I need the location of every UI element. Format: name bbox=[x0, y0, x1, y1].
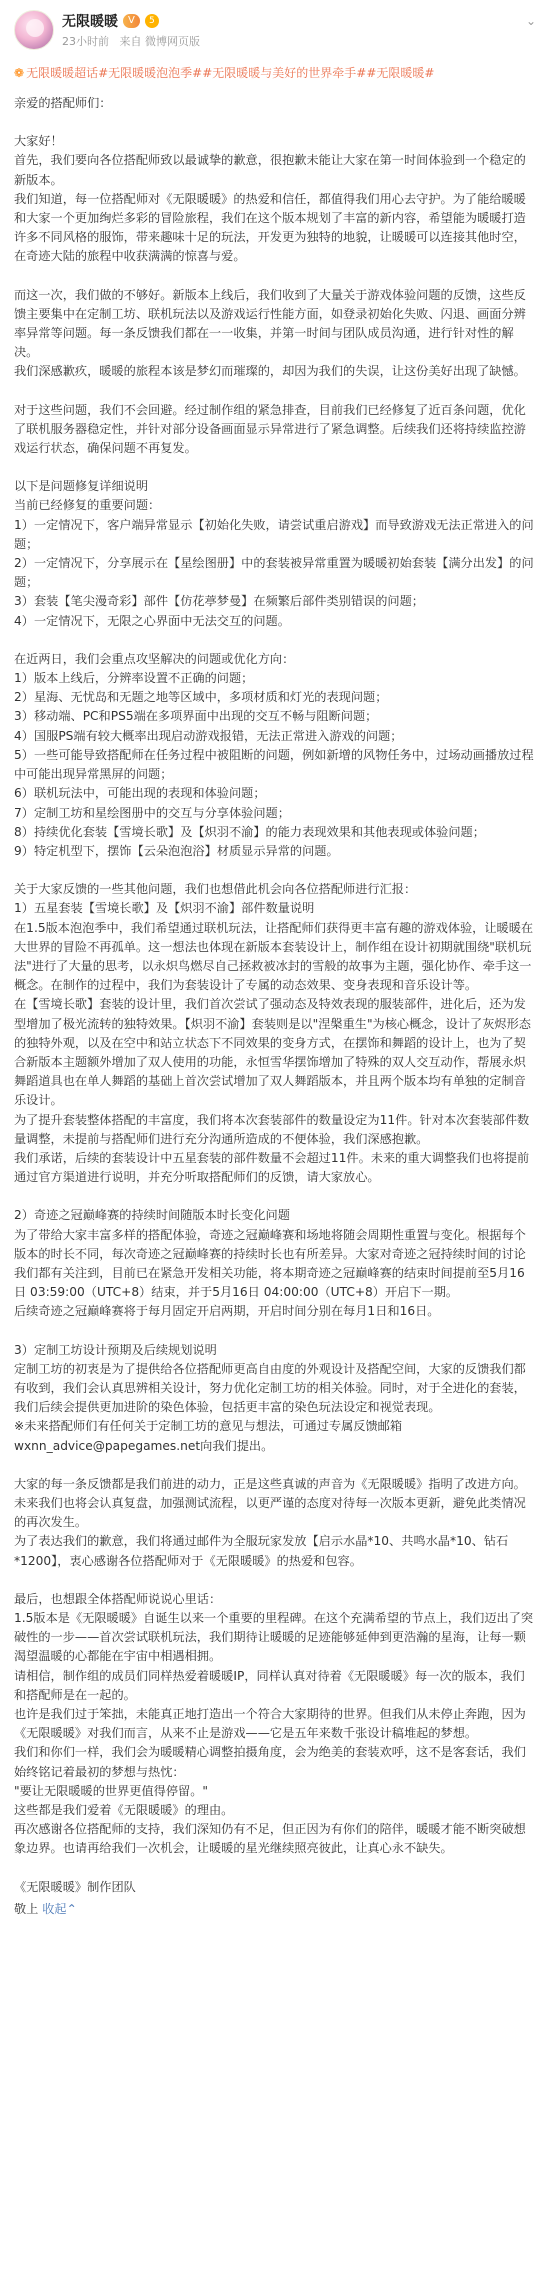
paragraph-gap bbox=[14, 1456, 536, 1475]
paragraph: 6）联机玩法中，可能出现的表现和体验问题； bbox=[14, 786, 266, 801]
paragraph: 再次感谢各位搭配师的支持，我们深知仍有不足，但正因为有你们的陪伴，暖暖才能不断突破想象边界。也请再给我们一次机会，让暖暖的星光继续照亮彼此，让真心永不缺失。 bbox=[14, 1822, 526, 1856]
paragraph: 以下是问题修复详细说明 bbox=[14, 479, 149, 494]
closing-text: 敬上 bbox=[14, 1901, 39, 1916]
supertopic-icon: ❁ bbox=[14, 66, 25, 80]
paragraph: ※未来搭配师们有任何关于定制工坊的意见与想法，可通过专属反馈邮箱wxnn_advice@papegames.net向我们提出。 bbox=[14, 1419, 403, 1453]
paragraph: 3）定制工坊设计预期及后续规划说明 bbox=[14, 1342, 217, 1357]
paragraph: 我们承诺，后续的套装设计中五星套装的部件数量不会超过11件。未来的重大调整我们也将提前通过官方渠道进行说明，并充分听取搭配师们的反馈，请大家放心。 bbox=[14, 1150, 530, 1185]
level-badge-icon: 5 bbox=[145, 14, 159, 28]
topic-tag[interactable]: #无限暖暖泡泡季# bbox=[98, 66, 203, 80]
paragraph: 7）定制工坊和星绘图册中的交互与分享体验问题； bbox=[14, 805, 290, 820]
topic-tag[interactable]: #无限暖暖与美好的世界牵手# bbox=[202, 66, 367, 80]
user-info bbox=[62, 11, 159, 31]
paragraph-gap bbox=[14, 1322, 536, 1341]
username[interactable]: 无限暖暖 bbox=[62, 14, 118, 30]
paragraph: 2）一定情况下，分享展示在【星绘图册】中的套装被异常重置为暖暖初始套装【满分出发】的问题； bbox=[14, 556, 534, 590]
paragraph-gap bbox=[14, 267, 536, 286]
paragraph: 为了表达我们的歉意，我们将通过邮件为全服玩家发放【启示水晶*10、共鸣水晶*10、钻石*1200】，衷心感谢各位搭配师对于《无限暖暖》的热爱和包容。 bbox=[14, 1534, 509, 1568]
paragraph: 请相信，制作组的成员们同样热爱着暖暖IP，同样认真对待着《无限暖暖》每一次的版本，我们和搭配师是在一起的。 bbox=[14, 1668, 525, 1702]
avatar[interactable] bbox=[14, 10, 54, 50]
paragraph: 我们和你们一样，我们会为暖暖精心调整拍摄角度，会为绝美的套装欢呼，这不是客套话，我们始终铭记着最初的梦想与热忱： bbox=[14, 1745, 526, 1779]
paragraph: 也许是我们过于笨拙，未能真正地打造出一个符合大家期待的世界。但我们从未停止奔跑，因为《无限暖暖》对我们而言，从来不止是游戏——它是五年来数千张设计稿堆起的梦想。 bbox=[14, 1707, 526, 1741]
paragraph: 5）一些可能导致搭配师在任务过程中被阻断的问题，例如新增的风物任务中，过场动画播放过程中可能出现异常黑屏的问题； bbox=[14, 747, 534, 782]
paragraph-gap bbox=[14, 113, 536, 132]
paragraph: 8）持续优化套装【雪境长歌】及【炽羽不渝】的能力表现效果和其他表现或体验问题； bbox=[14, 824, 485, 839]
paragraph: 关于大家反馈的一些其他问题，我们也想借此机会向各位搭配师进行汇报： bbox=[14, 882, 417, 897]
paragraph: 亲爱的搭配师们： bbox=[14, 96, 112, 110]
paragraph: 为了带给大家丰富多样的搭配体验，奇迹之冠巅峰赛和场地将随会周期性重置与变化。根据每个版本的时长不同，每次奇迹之冠巅峰赛的持续时长也有所差异。大家对奇迹之冠持续时间的讨论我们都有关注到，目前已在紧急开发相关功能，将本期奇迹之冠巅峰赛的结束时间提前至5月16日 03:59:00（UTC+8）结束，并于5月16日 04:00:00（UTC+8）开启下一期。 bbox=[14, 1227, 526, 1300]
paragraph-gap bbox=[14, 631, 536, 650]
paragraph: 而这一次，我们做的不够好。新版本上线后，我们收到了大量关于游戏体验问题的反馈，这些反馈主要集中在定制工坊、联机玩法以及游戏运行性能方面，如登录初始化失败、闪退、画面分辨率异常等问题。每一条反馈我们都在一一收集，并第一时间与团队成员沟通，进行针对性的解决。 bbox=[14, 287, 526, 360]
paragraph: 大家好！ bbox=[14, 134, 63, 149]
post-time[interactable]: 23小时前 bbox=[62, 35, 109, 48]
paragraph: 这些都是我们爱着《无限暖暖》的理由。 bbox=[14, 1803, 234, 1818]
paragraph: 3）移动端、PC和PS5端在多项界面中出现的交互不畅与阻断问题； bbox=[14, 709, 378, 724]
post-header bbox=[0, 0, 550, 60]
paragraph: "要让无限暖暖的世界更值得停留。" bbox=[14, 1783, 209, 1798]
paragraph: 4）一定情况下，无限之心界面中无法交互的问题。 bbox=[14, 613, 290, 628]
paragraph: 在【雪境长歌】套装的设计里，我们首次尝试了强动态及特效表现的服装部件，进化后，还为发型增加了极光流转的独特效果。【炽羽不渝】套装则是以"涅槃重生"为核心概念，设计了灰烬形态的独特外观，以及在空中和站立状态下不同效果的变身方式，在摆饰和舞蹈的设计上，也为了契合新版本主题额外增加了双人使用的功能，永恒雪华摆饰增加了特殊的双人交互动作，帮展永炽舞蹈道具也在单人舞蹈的基础上首次尝试增加了双人舞蹈版本，并且两个版本均有单独的定制音乐设计。 bbox=[14, 997, 531, 1108]
paragraph: 在近两日，我们会重点攻坚解决的问题或优化方向： bbox=[14, 651, 295, 666]
paragraph: 对于这些问题，我们不会回避。经过制作组的紧急排查，目前我们已经修复了近百条问题，优化了联机服务器稳定性，并针对部分设备画面显示异常进行了紧急调整。后续我们还将持续监控游戏运行状态，确保问题不再复发。 bbox=[14, 402, 526, 456]
post-meta bbox=[62, 33, 200, 49]
paragraph: 1）五星套装【雪境长歌】及【炽羽不渝】部件数量说明 bbox=[14, 901, 315, 916]
paragraph-gap bbox=[14, 1187, 536, 1206]
topic-tags bbox=[0, 60, 550, 92]
vip-badge-icon: V bbox=[123, 14, 140, 28]
chevron-down-icon[interactable]: ⌄ bbox=[525, 14, 536, 28]
paragraph: 4）国服PS端有较大概率出现启动游戏报错，无法正常进入游戏的问题； bbox=[14, 728, 403, 743]
paragraph: 大家的每一条反馈都是我们前进的动力，正是这些真诚的声音为《无限暖暖》指明了改进方向。未来我们也将会认真复盘，加强测试流程，以更严谨的态度对待每一次版本更新，避免此类情况的再次发生。 bbox=[14, 1476, 526, 1530]
paragraph: 1.5版本是《无限暖暖》自诞生以来一个重要的里程碑。在这个充满希望的节点上，我们迈出了突破性的一步——首次尝试联机玩法，我们期待让暖暖的足迹能够延伸到更浩瀚的星海，让每一颗渴望温暖的心都能在宇宙中相遇相拥。 bbox=[14, 1611, 534, 1664]
paragraph-gap bbox=[14, 861, 536, 880]
post-body bbox=[0, 92, 550, 1897]
paragraph: 3）套装【笔尖漫奇彩】部件【仿花葶梦曼】在频繁后部件类别错误的问题； bbox=[14, 594, 424, 609]
paragraph: 我们知道，每一位搭配师对《无限暖暖》的热爱和信任，都值得我们用心去守护。为了能给暖暖和大家一个更加绚烂多彩的冒险旅程，我们在这个版本规划了丰富的新内容，希望能为暖暖打造许多不同风格的服饰，带来趣味十足的玩法，开发更为独特的地貌，让暖暖可以连接其他时空，在奇迹大陆的旅程中收获满满的惊喜与爱。 bbox=[14, 191, 526, 264]
post-source: 来自 微博网页版 bbox=[119, 35, 200, 48]
post-closing bbox=[0, 1898, 550, 1919]
paragraph-gap bbox=[14, 1571, 536, 1590]
topic-tag[interactable]: #无限暖暖# bbox=[366, 66, 435, 80]
paragraph: 1）版本上线后，分辨率设置不正确的问题； bbox=[14, 671, 254, 686]
paragraph: 2）奇迹之冠巅峰赛的持续时间随版本时长变化问题 bbox=[14, 1208, 290, 1223]
paragraph: 定制工坊的初衷是为了提供给各位搭配师更高自由度的外观设计及搭配空间，大家的反馈我们都有收到，我们会认真思辨相关设计，努力优化定制工坊的相关体验。同时，对于全进化的套装，我们后续会提供更加进阶的染色体验，包括更丰富的染色玩法设定和视觉表现。 bbox=[14, 1361, 526, 1415]
paragraph-gap bbox=[14, 458, 536, 477]
paragraph: 当前已经修复的重要问题： bbox=[14, 498, 161, 513]
paragraph: 1）一定情况下，客户端异常显示【初始化失败，请尝试重启游戏】而导致游戏无法正常进入的问题； bbox=[14, 517, 534, 551]
paragraph: 9）特定机型下，摆饰【云朵泡泡浴】材质显示异常的问题。 bbox=[14, 843, 339, 858]
paragraph: 后续奇迹之冠巅峰赛将于每月固定开启两期，开启时间分别在每月1日和16日。 bbox=[14, 1304, 440, 1319]
chevron-up-icon[interactable]: ⌃ bbox=[66, 1901, 77, 1916]
paragraph: 为了提升套装整体搭配的丰富度，我们将本次套装部件的数量设定为11件。针对本次套装部件数量调整，未提前与搭配师们进行充分沟通所造成的不便体验，我们深感抱歉。 bbox=[14, 1112, 530, 1146]
paragraph: 《无限暖暖》制作团队 bbox=[14, 1879, 136, 1894]
collapse-link[interactable]: 收起 bbox=[42, 1901, 67, 1916]
paragraph: 2）星海、无忧岛和无题之地等区域中，多项材质和灯光的表现问题； bbox=[14, 690, 388, 705]
topic-tag[interactable]: 无限暖暖超话 bbox=[26, 66, 99, 80]
paragraph-gap bbox=[14, 1859, 536, 1878]
paragraph: 最后，也想跟全体搭配师说说心里话： bbox=[14, 1591, 222, 1606]
paragraph-gap bbox=[14, 382, 536, 401]
paragraph: 我们深感歉疚，暖暖的旅程本该是梦幻而璀璨的，却因为我们的失误，让这份美好出现了缺憾。 bbox=[14, 364, 526, 379]
paragraph: 首先，我们要向各位搭配师致以最诚挚的歉意，很抱歉未能让大家在第一时间体验到一个稳定的新版本。 bbox=[14, 153, 526, 187]
paragraph: 在1.5版本泡泡季中，我们希望通过联机玩法，让搭配师们获得更丰富有趣的游戏体验，让暖暖在大世界的冒险不再孤单。这一想法也体现在新版本套装设计上，制作组在设计初期就围绕"联机玩法"进行了大量的思考，以永炽鸟燃尽自己拯救被冰封的雪般的故事为主题，强化协作、牵手这一概念。在制作的过程中，我们为套装设计了专属的动态效果、变身表现和音乐设计等。 bbox=[14, 920, 534, 993]
